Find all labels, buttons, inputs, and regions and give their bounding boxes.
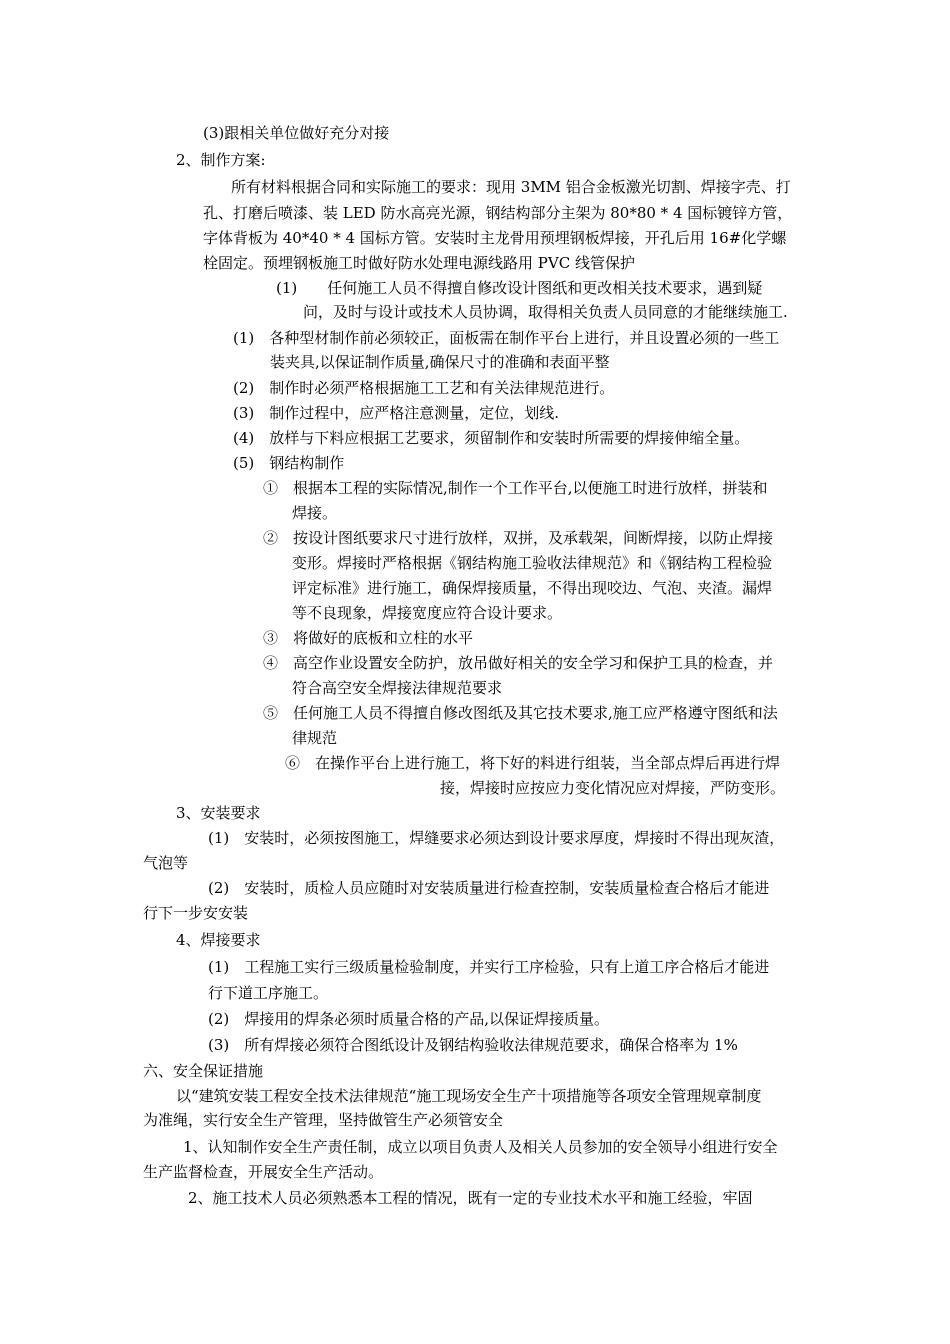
- list-item: ④ 高空作业设置安全防护，放吊做好相关的安全学习和保护工具的检查，并: [263, 654, 774, 672]
- list-item: ③ 将做好的底板和立柱的水平: [263, 629, 474, 647]
- text-line: (3)跟相关单位做好充分对接: [203, 124, 390, 142]
- list-item: (2) 安装时，质检人员应随时对安装质量进行检查控制，安装质量检查合格后才能进: [208, 879, 770, 897]
- text-line: 评定标准》进行施工，确保焊接质量，不得出现咬边、气泡、夹渣。漏焊: [292, 579, 773, 597]
- list-item: ⑤ 任何施工人员不得擅自修改图纸及其它技术要求,施工应严格遵守图纸和法: [263, 704, 778, 722]
- text-line: 行下一步安安装: [143, 904, 249, 922]
- list-item: (1) 安装时，必须按图施工，焊缝要求必须达到设计要求厚度，焊接时不得出现灰渣，: [208, 829, 785, 847]
- text-line: 装夹具,以保证制作质量,确保尺寸的准确和表面平整: [270, 353, 610, 371]
- text-line: (1) 任何施工人员不得擅自修改设计图纸和更改相关技术要求，遇到疑: [276, 279, 763, 297]
- text-line: 栓固定。预埋钢板施工时做好防水处理电源线路用 PVC 线管保护: [203, 254, 635, 272]
- list-item: ② 按设计图纸要求尺寸进行放样，双拼，及承载架，间断焊接，以防止焊接: [263, 529, 774, 547]
- list-item: (1) 工程施工实行三级质量检验制度，并实行工序检验，只有上道工序合格后才能进: [208, 958, 770, 976]
- text-line: 2、施工技术人员必须熟悉本工程的情况，既有一定的专业技术水平和施工经验，牢固: [188, 1189, 753, 1207]
- list-item: (2) 焊接用的焊条必须时质量合格的产品,以保证焊接质量。: [208, 1010, 610, 1028]
- list-item: ⑥ 在操作平台上进行施工，将下好的料进行组装，当全部点焊后再进行焊: [285, 754, 781, 772]
- text-line: 接，焊接时应按应力变化情况应对焊接，严防变形。: [440, 779, 786, 797]
- section-heading: 3、安装要求: [176, 804, 261, 822]
- text-line: 所有材料根据合同和实际施工的要求：现用 3MM 铝合金板激光切割、焊接字壳、打: [231, 178, 791, 196]
- text-line: 生产监督检查，开展安全生产活动。: [143, 1163, 384, 1181]
- list-item: (3) 所有焊接必须符合图纸设计及钢结构验收法律规范要求，确保合格率为 1%: [208, 1036, 738, 1054]
- section-heading: 4、焊接要求: [176, 931, 261, 949]
- text-line: 焊接。: [292, 504, 338, 522]
- list-item: (2) 制作时必须严格根据施工工艺和有关法律规范进行。: [233, 379, 615, 397]
- text-line: 1、认知制作安全生产责任制，成立以项目负责人及相关人员参加的安全领导小组进行安全: [183, 1138, 778, 1156]
- text-line: 字体背板为 40*40 * 4 国标方管。安装时主龙骨用预埋钢板焊接，开孔后用 16#化学螺: [203, 229, 787, 247]
- text-line: 孔、打磨后喷漆、装 LED 防水高亮光源，钢结构部分主架为 80*80 * 4 国标镀锌方管，: [203, 204, 793, 222]
- text-line: 气泡等: [143, 854, 189, 872]
- list-item: (1) 各种型材制作前必须较正，面板需在制作平台上进行，并且设置必须的一些工: [233, 329, 780, 347]
- list-item: ① 根据本工程的实际情况,制作一个工作平台,以便施工时进行放样，拼装和: [263, 479, 768, 497]
- text-line: 为准绳，实行安全生产管理，坚持做管生产必须管安全: [143, 1111, 504, 1129]
- list-item: (3) 制作过程中，应严格注意测量，定位，划线.: [233, 404, 560, 422]
- text-line: 符合高空安全焊接法律规范要求: [292, 679, 503, 697]
- list-item: (4) 放样与下料应根据工艺要求，须留制作和安装时所需要的焊接伸缩全量。: [233, 429, 750, 447]
- section-heading: 六、安全保证措施: [143, 1062, 264, 1080]
- text-line: 等不良现象，焊接宽度应符合设计要求。: [292, 604, 563, 622]
- text-line: 行下道工序施工。: [208, 984, 329, 1002]
- text-line: 以“建筑安装工程安全技术法律规范“施工现场安全生产十项措施等各项安全管理规章制度: [176, 1087, 762, 1105]
- text-line: 问，及时与设计或技术人员协调，取得相关负责人员同意的才能继续施工.: [303, 303, 788, 321]
- text-line: 律规范: [292, 729, 338, 747]
- text-line: 变形。焊接时严格根据《钢结构施工验收法律规范》和《钢结构工程检验: [292, 554, 773, 572]
- list-item: (5) 钢结构制作: [233, 454, 345, 472]
- section-heading: 2、制作方案:: [176, 151, 266, 169]
